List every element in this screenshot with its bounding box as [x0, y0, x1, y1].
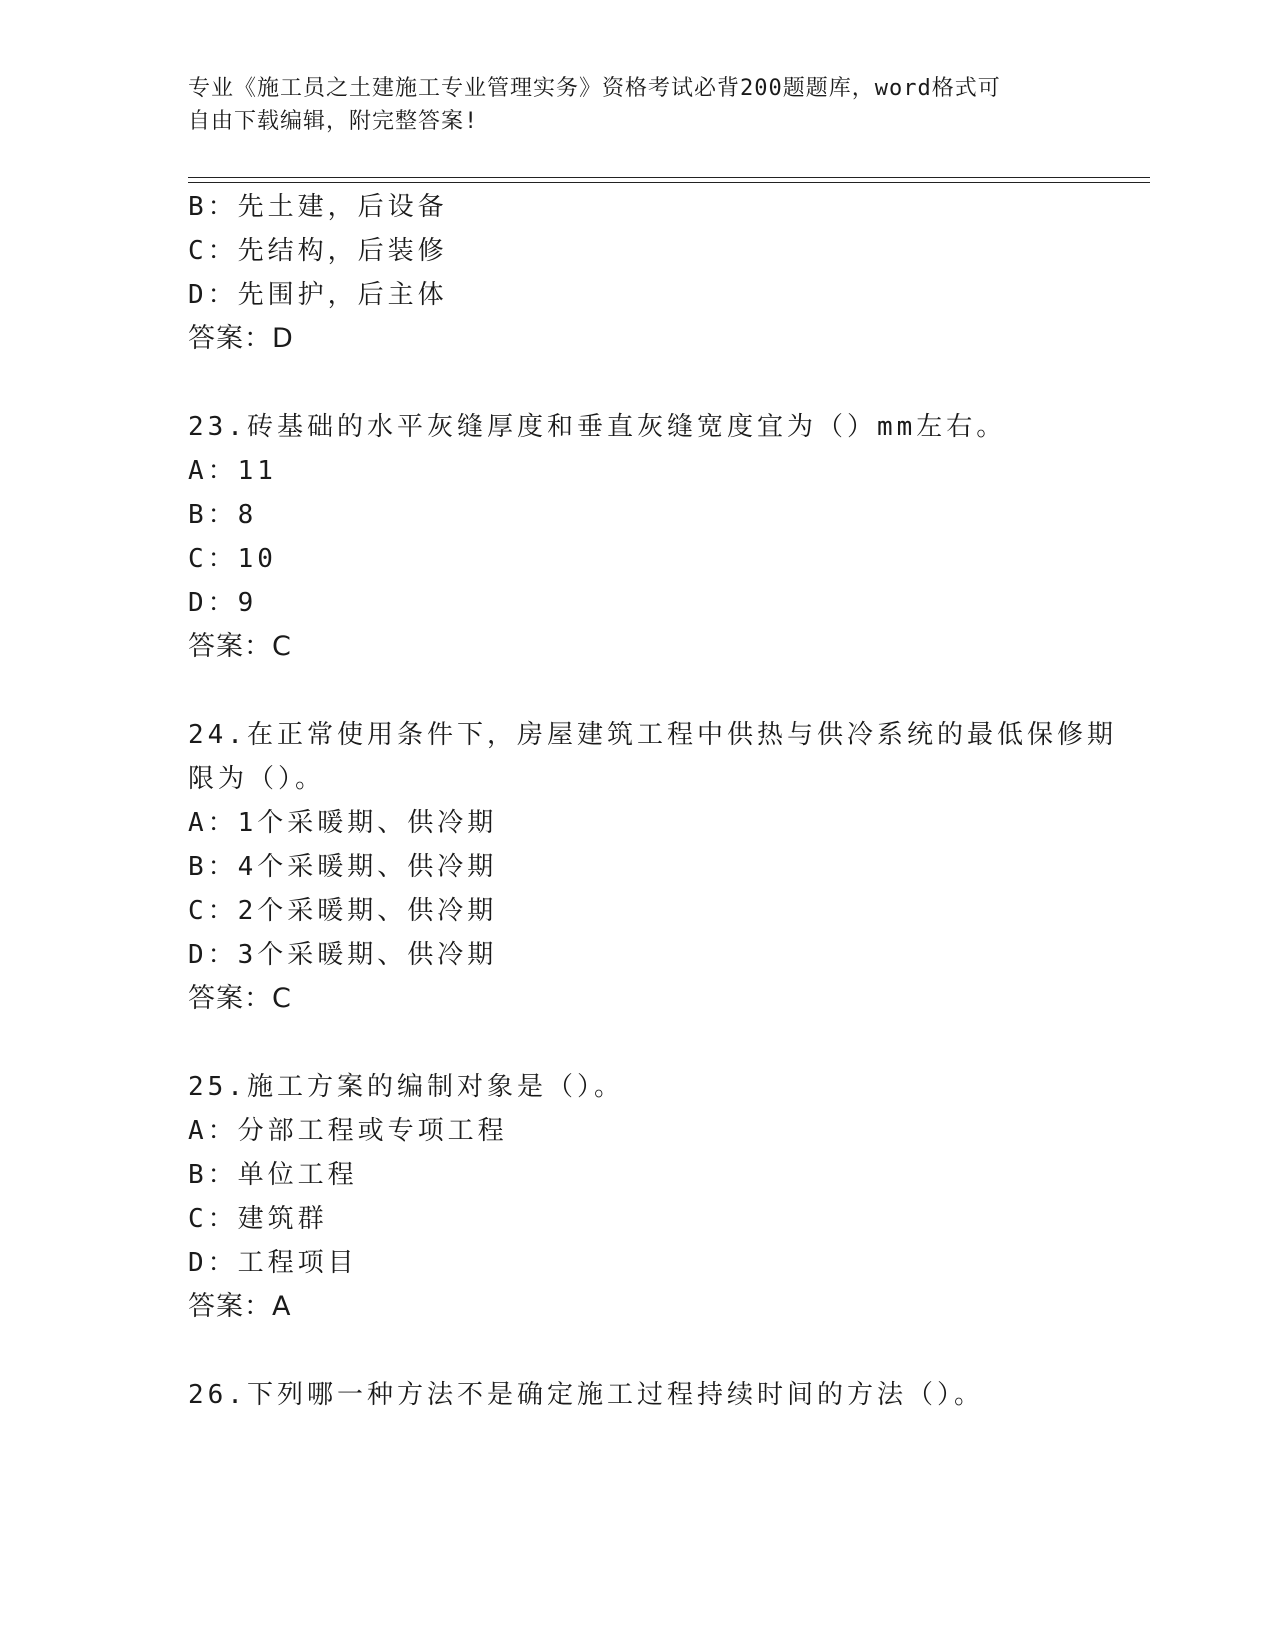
header-divider-bottom [188, 182, 1150, 183]
document-header [188, 72, 1068, 138]
q23-option-d: D：9 [188, 588, 258, 618]
q23-option-b: B：8 [188, 500, 258, 530]
q25-answer: 答案：A [188, 1291, 292, 1322]
q23-answer: 答案：C [188, 631, 292, 662]
q24-answer: 答案：C [188, 983, 292, 1014]
q22-option-c: C：先结构，后装修 [188, 236, 448, 266]
q23-option-c: C：10 [188, 544, 277, 574]
q24-question-line-1: 24.在正常使用条件下，房屋建筑工程中供热与供冷系统的最低保修期 [188, 720, 1117, 750]
q22-option-b: B：先土建，后设备 [188, 192, 448, 222]
q24-option-b: B：4个采暖期、供冷期 [188, 852, 498, 882]
q23-question: 23.砖基础的水平灰缝厚度和垂直灰缝宽度宜为（）mm左右。 [188, 412, 1007, 442]
header-divider-top [188, 177, 1150, 178]
q22-answer: 答案：D [188, 323, 294, 354]
header-title-line-1: 专业《施工员之土建施工专业管理实务》资格考试必背200题题库，word格式可 [188, 76, 1001, 101]
q24-option-a: A：1个采暖期、供冷期 [188, 808, 498, 838]
q26-question: 26.下列哪一种方法不是确定施工过程持续时间的方法（）。 [188, 1380, 984, 1410]
q23-option-a: A：11 [188, 456, 277, 486]
q25-option-a: A：分部工程或专项工程 [188, 1116, 508, 1146]
q25-option-d: D：工程项目 [188, 1248, 358, 1278]
q25-option-c: C：建筑群 [188, 1204, 328, 1234]
q24-option-d: D：3个采暖期、供冷期 [188, 940, 498, 970]
q25-question: 25.施工方案的编制对象是（）。 [188, 1072, 624, 1102]
q24-option-c: C：2个采暖期、供冷期 [188, 896, 498, 926]
q24-question-line-2: 限为（）。 [188, 764, 326, 794]
q22-option-d: D：先围护，后主体 [188, 280, 448, 310]
header-title-line-2: 自由下载编辑，附完整答案! [188, 109, 479, 134]
q25-option-b: B：单位工程 [188, 1160, 358, 1190]
